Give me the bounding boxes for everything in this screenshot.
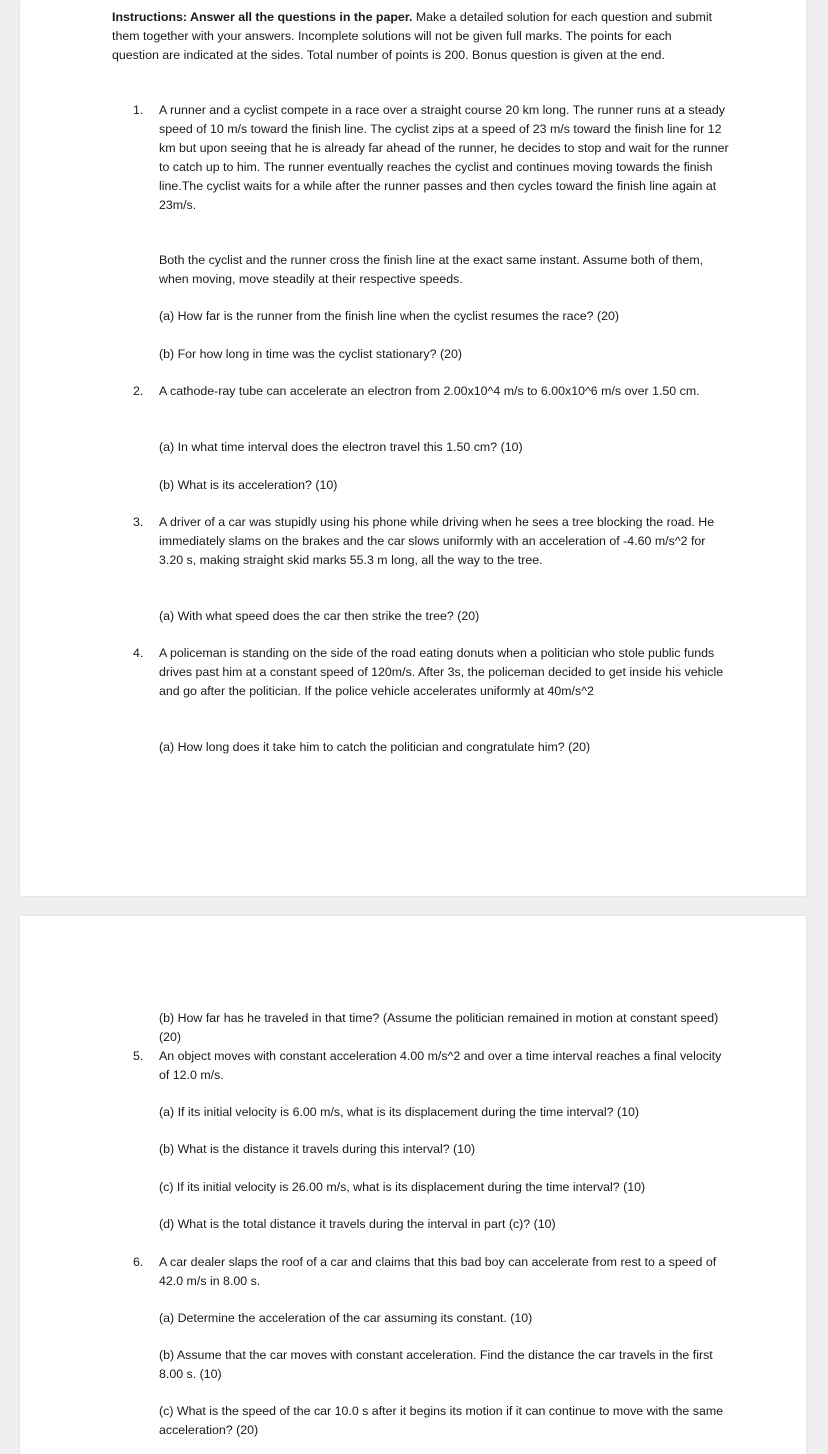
question-6 xyxy=(133,1253,729,1291)
question-5-part-b: (b) What is the distance it travels during this interval? (10) xyxy=(159,1142,476,1156)
instructions-lead: Instructions: Answer all the questions in the paper. xyxy=(112,10,413,24)
question-number: 4. xyxy=(133,646,144,660)
document-page-1 xyxy=(20,0,806,896)
document-page-2 xyxy=(20,916,806,1454)
question-2 xyxy=(133,382,729,401)
question-number: 2. xyxy=(133,384,144,398)
question-1-part-a: (a) How far is the runner from the finish line when the cyclist resumes the race? (20) xyxy=(159,309,620,323)
question-number: 6. xyxy=(133,1255,144,1269)
question-5 xyxy=(133,1047,729,1085)
question-text: A car dealer slaps the roof of a car and claims that this bad boy can accelerate from rest to a speed of 42.0 m/s in 8.00 s. xyxy=(159,1255,717,1288)
question-2-part-a: (a) In what time interval does the electron travel this 1.50 cm? (10) xyxy=(159,440,523,454)
question-text: A policeman is standing on the side of the road eating donuts when a politician who stole public funds drives past him at a constant speed of 120m/s. After 3s, the policeman decided to get inside his vehicle and go after the politician. If the police vehicle accelerates uniformly at 40m/s^2 xyxy=(159,646,724,698)
question-text: A runner and a cyclist compete in a race over a straight course 20 km long. The runner runs at a steady speed of 10 m/s toward the finish line. The cyclist zips at a speed of 23 m/s toward the finish line for 12 km but upon seeing that he is already far ahead of the runner, he decides to stop and wait for the runner to catch up to him. The runner eventually reaches the cyclist and continues moving towards the finish line.The cyclist waits for a while after the runner passes and then cycles toward the finish line again at 23m/s. xyxy=(159,103,729,212)
question-number: 1. xyxy=(133,103,144,117)
question-3 xyxy=(133,513,729,570)
question-text: An object moves with constant acceleration 4.00 m/s^2 and over a time interval reaches a final velocity of 12.0 m/s. xyxy=(159,1049,722,1082)
instructions-paragraph xyxy=(112,8,718,65)
question-1-part-b: (b) For how long in time was the cyclist stationary? (20) xyxy=(159,347,462,361)
question-6-part-a: (a) Determine the acceleration of the car assuming its constant. (10) xyxy=(159,1311,533,1325)
question-1-paragraph-2: Both the cyclist and the runner cross the finish line at the exact same instant. Assume both of them, when moving, move steadily at their respective speeds. xyxy=(159,253,704,286)
question-4-part-a: (a) How long does it take him to catch the politician and congratulate him? (20) xyxy=(159,740,591,754)
question-4 xyxy=(133,644,729,701)
question-5-part-d: (d) What is the total distance it travels during the interval in part (c)? (10) xyxy=(159,1217,556,1231)
question-1 xyxy=(133,101,729,215)
question-number: 3. xyxy=(133,515,144,529)
question-5-part-a: (a) If its initial velocity is 6.00 m/s, what is its displacement during the time interval? (10) xyxy=(159,1105,639,1119)
instructions-text: Make a detailed solution for each question and submit them together with your answers. Incomplete solutions will not be given full marks. The points for each question are indicated at the sides. Total number of points is 200. Bonus question is given at the end. xyxy=(112,10,713,62)
question-4-part-b: (b) How far has he traveled in that time? (Assume the politician remained in motion at constant speed) (20) xyxy=(159,1011,719,1044)
question-2-part-b: (b) What is its acceleration? (10) xyxy=(159,478,338,492)
question-3-part-a: (a) With what speed does the car then strike the tree? (20) xyxy=(159,609,480,623)
question-text: A cathode-ray tube can accelerate an electron from 2.00x10^4 m/s to 6.00x10^6 m/s over 1.50 cm. xyxy=(159,384,700,398)
question-number: 5. xyxy=(133,1049,144,1063)
question-6-part-b: (b) Assume that the car moves with constant acceleration. Find the distance the car travels in the first 8.00 s. (10) xyxy=(159,1348,713,1381)
question-5-part-c: (c) If its initial velocity is 26.00 m/s, what is its displacement during the time interval? (10) xyxy=(159,1180,646,1194)
question-text: A driver of a car was stupidly using his phone while driving when he sees a tree blocking the road. He immediately slams on the brakes and the car slows uniformly with an acceleration of -4.60 m/s^2 for 3.20 s, making straight skid marks 55.3 m long, all the way to the tree. xyxy=(159,515,715,567)
question-6-part-c: (c) What is the speed of the car 10.0 s after it begins its motion if it can continue to move with the same acceleration? (20) xyxy=(159,1404,724,1437)
